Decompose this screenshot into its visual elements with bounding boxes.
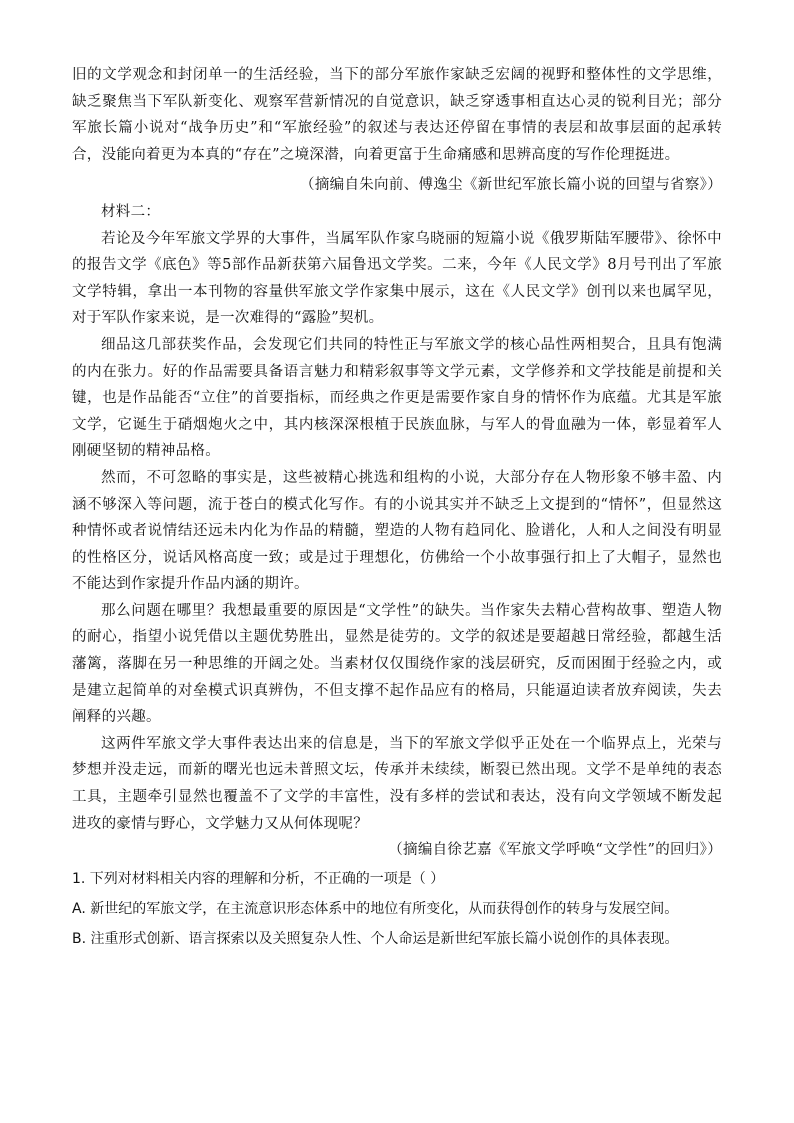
question-1-stem: 1. 下列对材料相关内容的理解和分析，不正确的一项是（ ） — [72, 870, 445, 887]
question-1-option-b: B. 注重形式创新、语言探索以及关照复杂人性、个人命运是新世纪军旅长篇小说创作的具体表现。 — [72, 930, 679, 947]
material2-label: 材料二： — [101, 203, 161, 220]
document-page — [72, 62, 722, 954]
material1-tail-paragraph: 旧的文学观念和封闭单一的生活经验，当下的部分军旅作家缺乏宏阔的视野和整体性的文学思维，缺乏聚焦当下军队新变化、观察军营新情况的自觉意识，缺乏穿透事相直达心灵的锐利目光；部分军旅长篇小说对“战争历史”和“军旅经验”的叙述与表达还停留在事情的表层和故事层面的起承转合，没能向着更为本真的“存在”之境深潜，向着更富于生命痛感和思辨高度的写作伦理挺进。 — [72, 67, 722, 163]
material2-paragraph-5: 这两件军旅文学大事件表达出来的信息是，当下的军旅文学似乎正处在一个临界点上，光荣与梦想并没走远，而新的曙光也远未普照文坛，传承并未续续，断裂已然出现。文学不是单纯的表态工具，主题牵引显然也覆盖不了文学的丰富性，没有多样的尝试和表达，没有向文学领域不断发起进攻的豪情与野心，文学魅力又从何体现呢？ — [72, 735, 722, 832]
material2-paragraph-1: 若论及今年军旅文学界的大事件，当属军队作家乌晓丽的短篇小说《俄罗斯陆军腰带》、徐怀中的报告文学《底色》等5部作品新获第六届鲁迅文学奖。二来，今年《人民文学》8月号刊出了军旅文学特辑，拿出一本刊物的容量供军旅文学作家集中展示，这在《人民文学》创刊以来也属罕见，对于军队作家来说，是一次难得的“露脸”契机。 — [72, 230, 722, 327]
question-1-option-a: A. 新世纪的军旅文学，在主流意识形态体系中的地位有所变化，从而获得创作的转身与发展空间。 — [72, 900, 679, 917]
material2-paragraph-4: 那么问题在哪里？我想最重要的原因是“文学性”的缺失。当作家失去精心营构故事、塑造人物的耐心，指望小说凭借以主题优势胜出，显然是徒劳的。文学的叙述是要超越日常经验，都越生活藩篱，落脚在另一种思维的开阔之处。当素材仅仅围绕作家的浅层研究，反而困囿于经验之内，或是建立起简单的对垒模式识真辨伪，不但支撑不起作品应有的格局，只能逼迫读者放弃阅读，失去阐释的兴趣。 — [72, 602, 722, 726]
material2-paragraph-2: 细品这几部获奖作品，会发现它们共同的特性正与军旅文学的核心品性两相契合，且具有饱满的内在张力。好的作品需要具备语言魅力和精彩叙事等文学元素，文学修养和文学技能是前提和关键，也是作品能否“立住”的首要指标，而经典之作更是需要作家自身的情怀作为底蕴。尤其是军旅文学，它诞生于硝烟炮火之中，其内核深深根植于民族血脉，与军人的骨血融为一体，彰显着军人刚硬坚韧的精神品格。 — [72, 336, 722, 460]
material2-source: （摘编自徐艺嘉《军旅文学呼唤“文学性”的回归》） — [388, 842, 722, 859]
material2-paragraph-3: 然而，不可忽略的事实是，这些被精心挑选和组构的小说，大部分存在人物形象不够丰盈、内涵不够深入等问题，流于苍白的模式化写作。有的小说其实并不缺乏上文提到的“情怀”，但显然这种情怀或者说情结还远未内化为作品的精髓，塑造的人物有趋同化、脸谱化，人和人之间没有明显的性格区分，说话风格高度一致；或是过于理想化，仿佛给一个小故事强行扣上了大帽子，显然也不能达到作家提升作品内涵的期许。 — [72, 469, 722, 593]
material1-source: （摘编自朱向前、傅逸尘《新世纪军旅长篇小说的回望与省察》） — [300, 177, 722, 194]
